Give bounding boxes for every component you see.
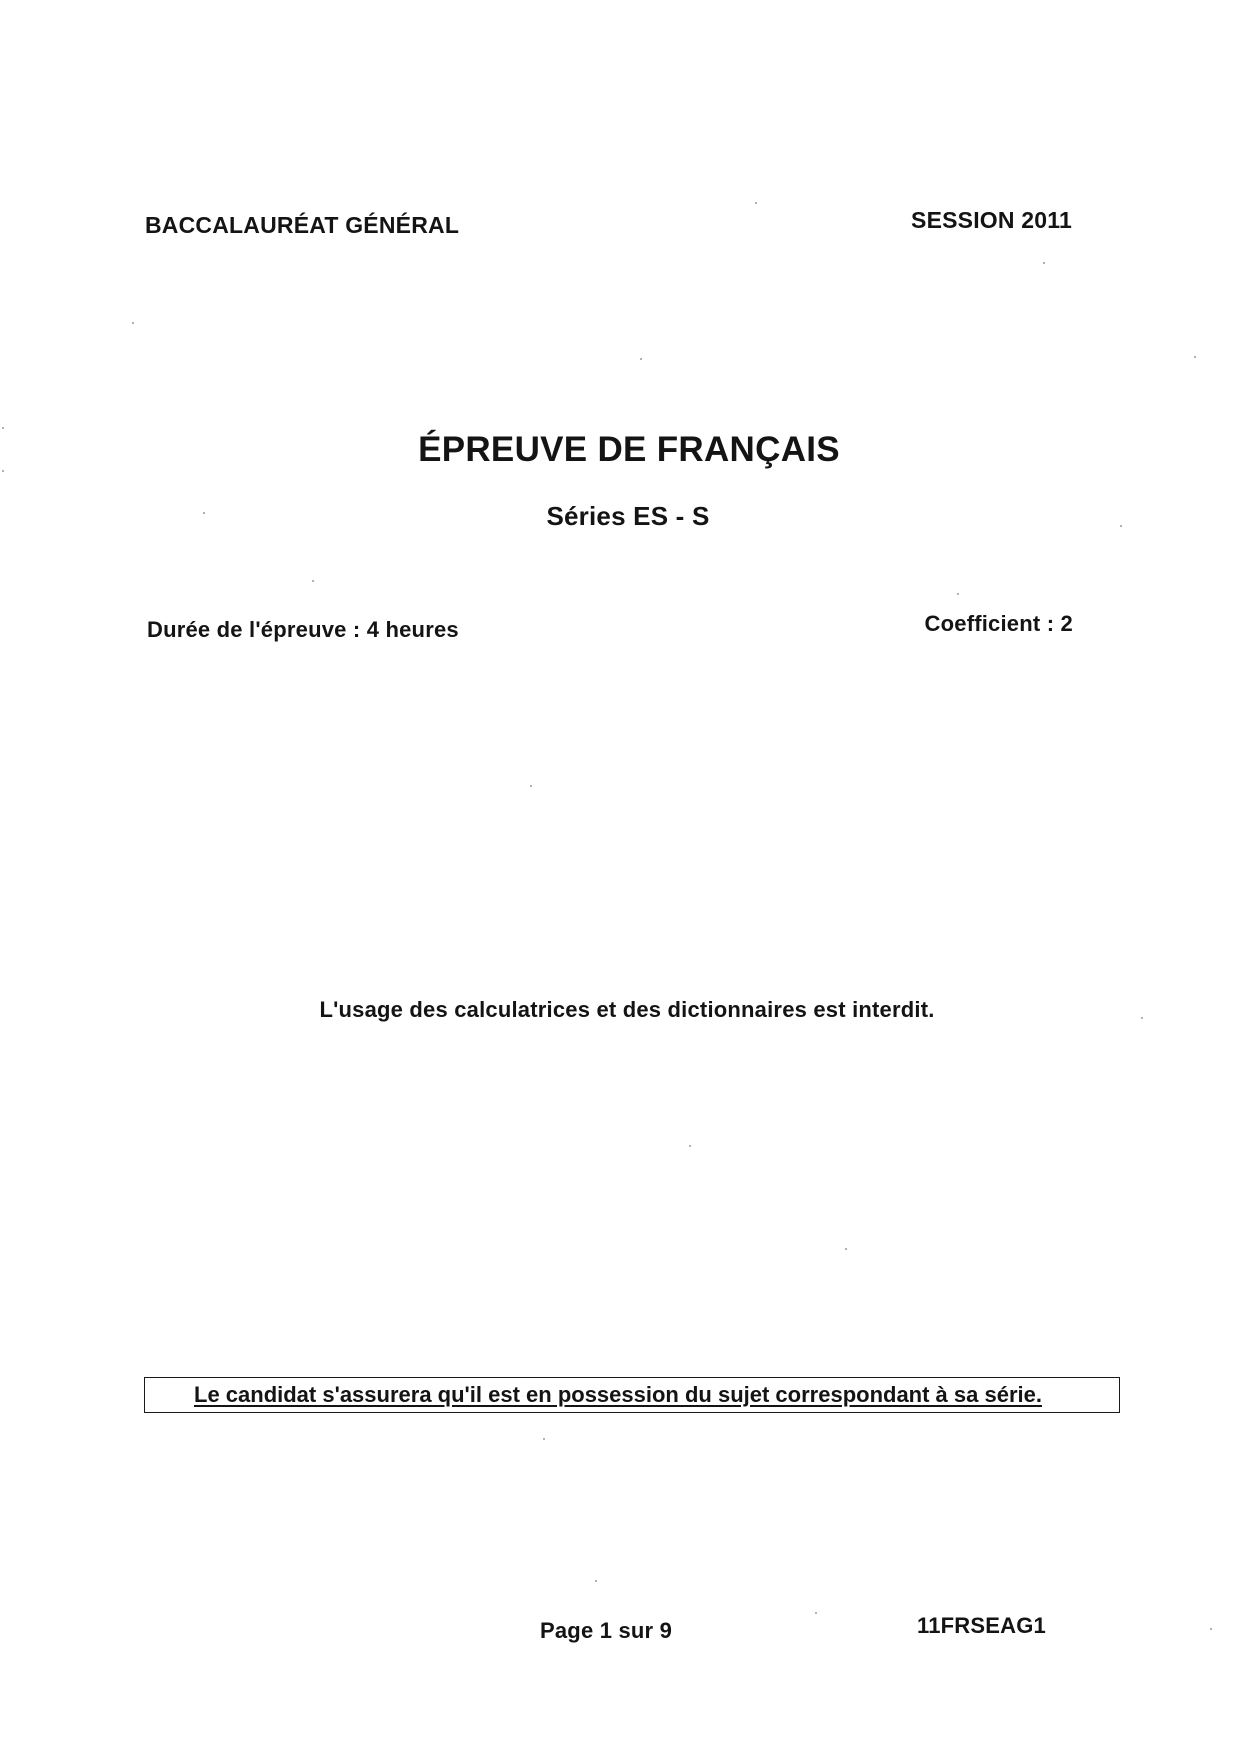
session-label: SESSION 2011 bbox=[911, 207, 1072, 233]
scan-speck bbox=[689, 1145, 691, 1147]
scan-speck bbox=[1120, 525, 1122, 527]
scan-speck bbox=[530, 785, 532, 787]
scan-speck bbox=[2, 427, 4, 429]
scan-speck bbox=[815, 1612, 817, 1614]
series-subtitle bbox=[0, 501, 1242, 532]
scan-speck bbox=[312, 580, 314, 582]
duration-label: Durée de l'épreuve : 4 heures bbox=[147, 617, 459, 642]
scan-speck bbox=[1210, 1628, 1212, 1630]
scan-speck bbox=[1194, 356, 1196, 358]
coefficient-label: Coefficient : 2 bbox=[924, 611, 1073, 636]
calculator-notice-text: L'usage des calculatrices et des dictionnaires est interdit. bbox=[319, 997, 935, 1022]
scan-speck bbox=[640, 358, 642, 360]
scan-speck bbox=[595, 1580, 597, 1582]
scan-speck bbox=[543, 1438, 545, 1440]
page-title-text: ÉPREUVE DE FRANÇAIS bbox=[418, 430, 840, 469]
page-title bbox=[0, 430, 1242, 470]
candidate-notice-text: Le candidat s'assurera qu'il est en possession du sujet correspondant à sa série. bbox=[194, 1382, 1042, 1407]
scan-speck bbox=[1043, 262, 1045, 264]
subject-code: 11FRSEAG1 bbox=[917, 1613, 1046, 1638]
scan-speck bbox=[1141, 1017, 1143, 1019]
calculator-notice bbox=[0, 997, 1242, 1023]
exam-type-label: BACCALAURÉAT GÉNÉRAL bbox=[145, 212, 460, 238]
page-number: Page 1 sur 9 bbox=[540, 1618, 673, 1643]
scan-speck bbox=[132, 322, 134, 324]
scan-speck bbox=[845, 1248, 847, 1250]
series-subtitle-text: Séries ES - S bbox=[546, 501, 710, 531]
scan-speck bbox=[203, 512, 205, 514]
scan-speck bbox=[2, 470, 4, 472]
candidate-notice-box bbox=[144, 1377, 1120, 1413]
scan-speck bbox=[755, 202, 757, 204]
scan-speck bbox=[957, 593, 959, 595]
